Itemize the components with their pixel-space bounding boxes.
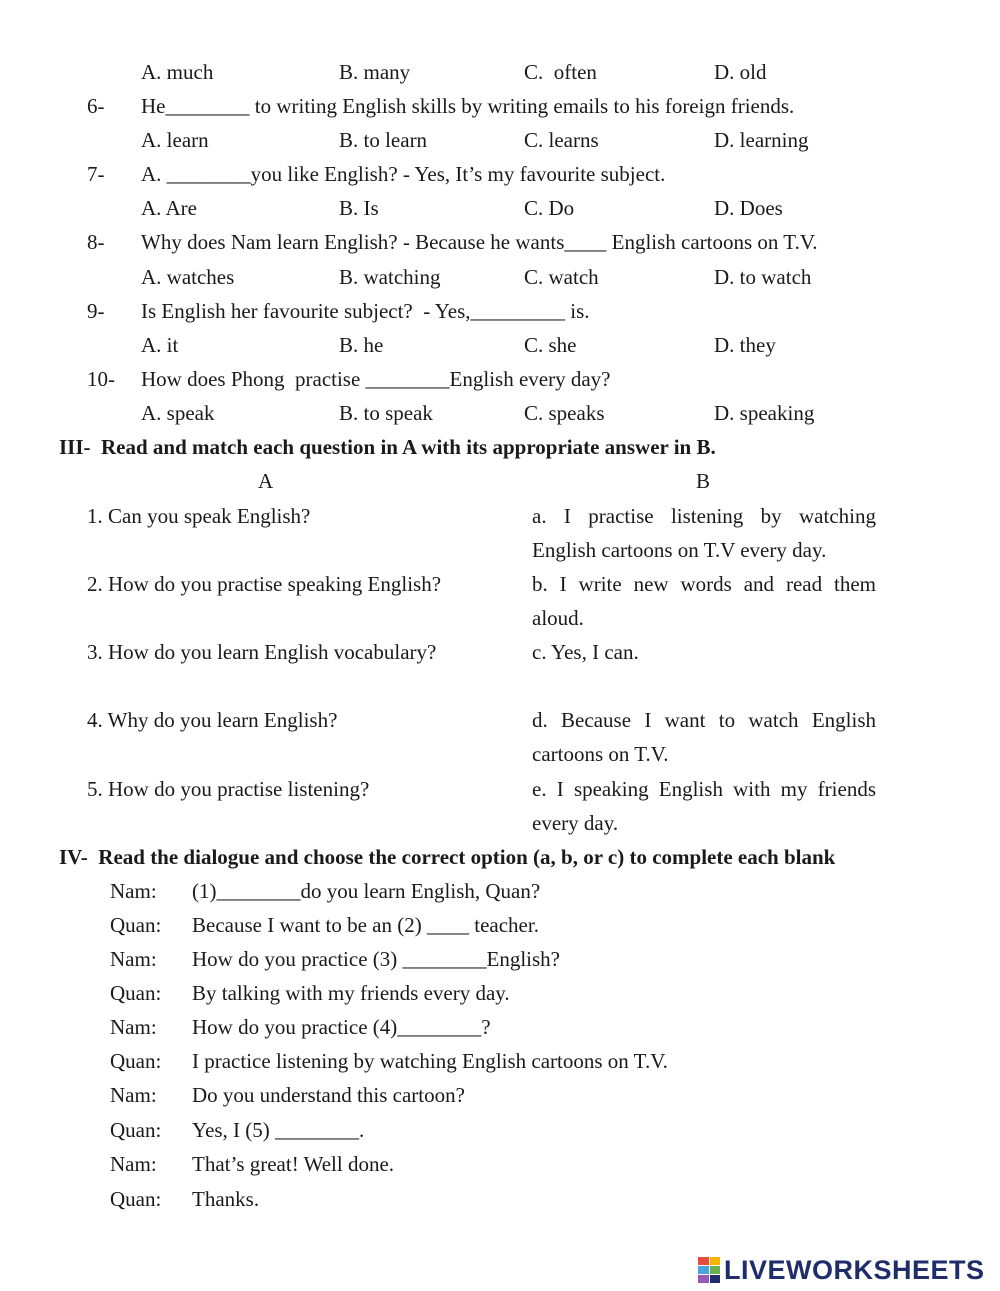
logo-blocks-icon: [698, 1257, 720, 1283]
dialogue-line: Yes, I (5) ________.: [192, 1118, 365, 1142]
dialogue-speaker: Nam:: [110, 879, 157, 903]
dialogue-line: Thanks.: [192, 1187, 260, 1211]
option-a: A. watches: [141, 265, 235, 289]
option-c: C. watch: [524, 265, 599, 289]
dialogue-line: I practice listening by watching English cartoons on T.V.: [192, 1049, 668, 1073]
liveworksheets-logo: [698, 1254, 985, 1286]
dialogue-line: (1)________do you learn English, Quan?: [192, 879, 541, 903]
question-text: How does Phong practise ________English every day?: [141, 367, 611, 391]
match-answer-d: d. Because I want to watch English cartoons on T.V.: [532, 708, 876, 766]
column-a-header: A: [258, 469, 274, 493]
option-b: B. he: [339, 333, 384, 357]
question-text: He________ to writing English skills by writing emails to his foreign friends.: [141, 94, 795, 118]
question-number: 8-: [87, 230, 105, 254]
match-answer-a: a. I practise listening by watching English cartoons on T.V every day.: [532, 504, 876, 562]
match-answer-c: c. Yes, I can.: [532, 640, 639, 664]
dialogue-line: How do you practice (3) ________English?: [192, 947, 561, 971]
option-c: C. learns: [524, 128, 599, 152]
q5-option-c: C. often: [524, 60, 597, 84]
dialogue-speaker: Nam:: [110, 1152, 157, 1176]
question-text: A. ________you like English? - Yes, It’s my favourite subject.: [141, 162, 666, 186]
match-question-4: 4. Why do you learn English?: [87, 708, 338, 732]
option-d: D. to watch: [714, 265, 812, 289]
dialogue-line: That’s great! Well done.: [192, 1152, 395, 1176]
option-a: A. Are: [141, 196, 197, 220]
question-number: 9-: [87, 299, 105, 323]
dialogue-speaker: Quan:: [110, 981, 162, 1005]
dialogue-line: Do you understand this cartoon?: [192, 1083, 465, 1107]
option-d: D. speaking: [714, 401, 815, 425]
option-c: C. she: [524, 333, 577, 357]
question-number: 6-: [87, 94, 105, 118]
option-a: A. speak: [141, 401, 215, 425]
question-number: 7-: [87, 162, 105, 186]
question-text: Why does Nam learn English? - Because he wants____ English cartoons on T.V.: [141, 230, 818, 254]
match-question-3: 3. How do you learn English vocabulary?: [87, 640, 437, 664]
option-b: B. to speak: [339, 401, 433, 425]
dialogue-line: How do you practice (4)________?: [192, 1015, 491, 1039]
dialogue-speaker: Quan:: [110, 1118, 162, 1142]
logo-text: LIVEWORKSHEETS: [724, 1255, 985, 1285]
part3-heading: III- Read and match each question in A with its appropriate answer in B.: [59, 435, 716, 459]
dialogue-line: By talking with my friends every day.: [192, 981, 510, 1005]
option-d: D. Does: [714, 196, 783, 220]
dialogue-speaker: Nam:: [110, 1083, 157, 1107]
dialogue-speaker: Quan:: [110, 913, 162, 937]
dialogue-speaker: Quan:: [110, 1187, 162, 1211]
match-question-5: 5. How do you practise listening?: [87, 777, 370, 801]
dialogue-line: Because I want to be an (2) ____ teacher.: [192, 913, 539, 937]
option-c: C. speaks: [524, 401, 605, 425]
option-c: C. Do: [524, 196, 575, 220]
match-answer-e: e. I speaking English with my friends every day.: [532, 777, 876, 835]
option-a: A. it: [141, 333, 179, 357]
option-b: B. Is: [339, 196, 379, 220]
option-d: D. learning: [714, 128, 809, 152]
column-b-header: B: [696, 469, 711, 493]
part4-heading: IV- Read the dialogue and choose the correct option (a, b, or c) to complete each blank: [59, 845, 836, 869]
question-number: 10-: [87, 367, 115, 391]
q5-option-b: B. many: [339, 60, 411, 84]
dialogue-speaker: Quan:: [110, 1049, 162, 1073]
match-question-1: 1. Can you speak English?: [87, 504, 311, 528]
dialogue-speaker: Nam:: [110, 947, 157, 971]
match-question-2: 2. How do you practise speaking English?: [87, 572, 442, 596]
option-d: D. they: [714, 333, 776, 357]
q5-option-d: D. old: [714, 60, 767, 84]
option-a: A. learn: [141, 128, 209, 152]
q5-option-a: A. much: [141, 60, 214, 84]
option-b: B. watching: [339, 265, 441, 289]
option-b: B. to learn: [339, 128, 428, 152]
question-text: Is English her favourite subject? - Yes,_________ is.: [141, 299, 590, 323]
dialogue-speaker: Nam:: [110, 1015, 157, 1039]
match-answer-b: b. I write new words and read them aloud.: [532, 572, 876, 630]
